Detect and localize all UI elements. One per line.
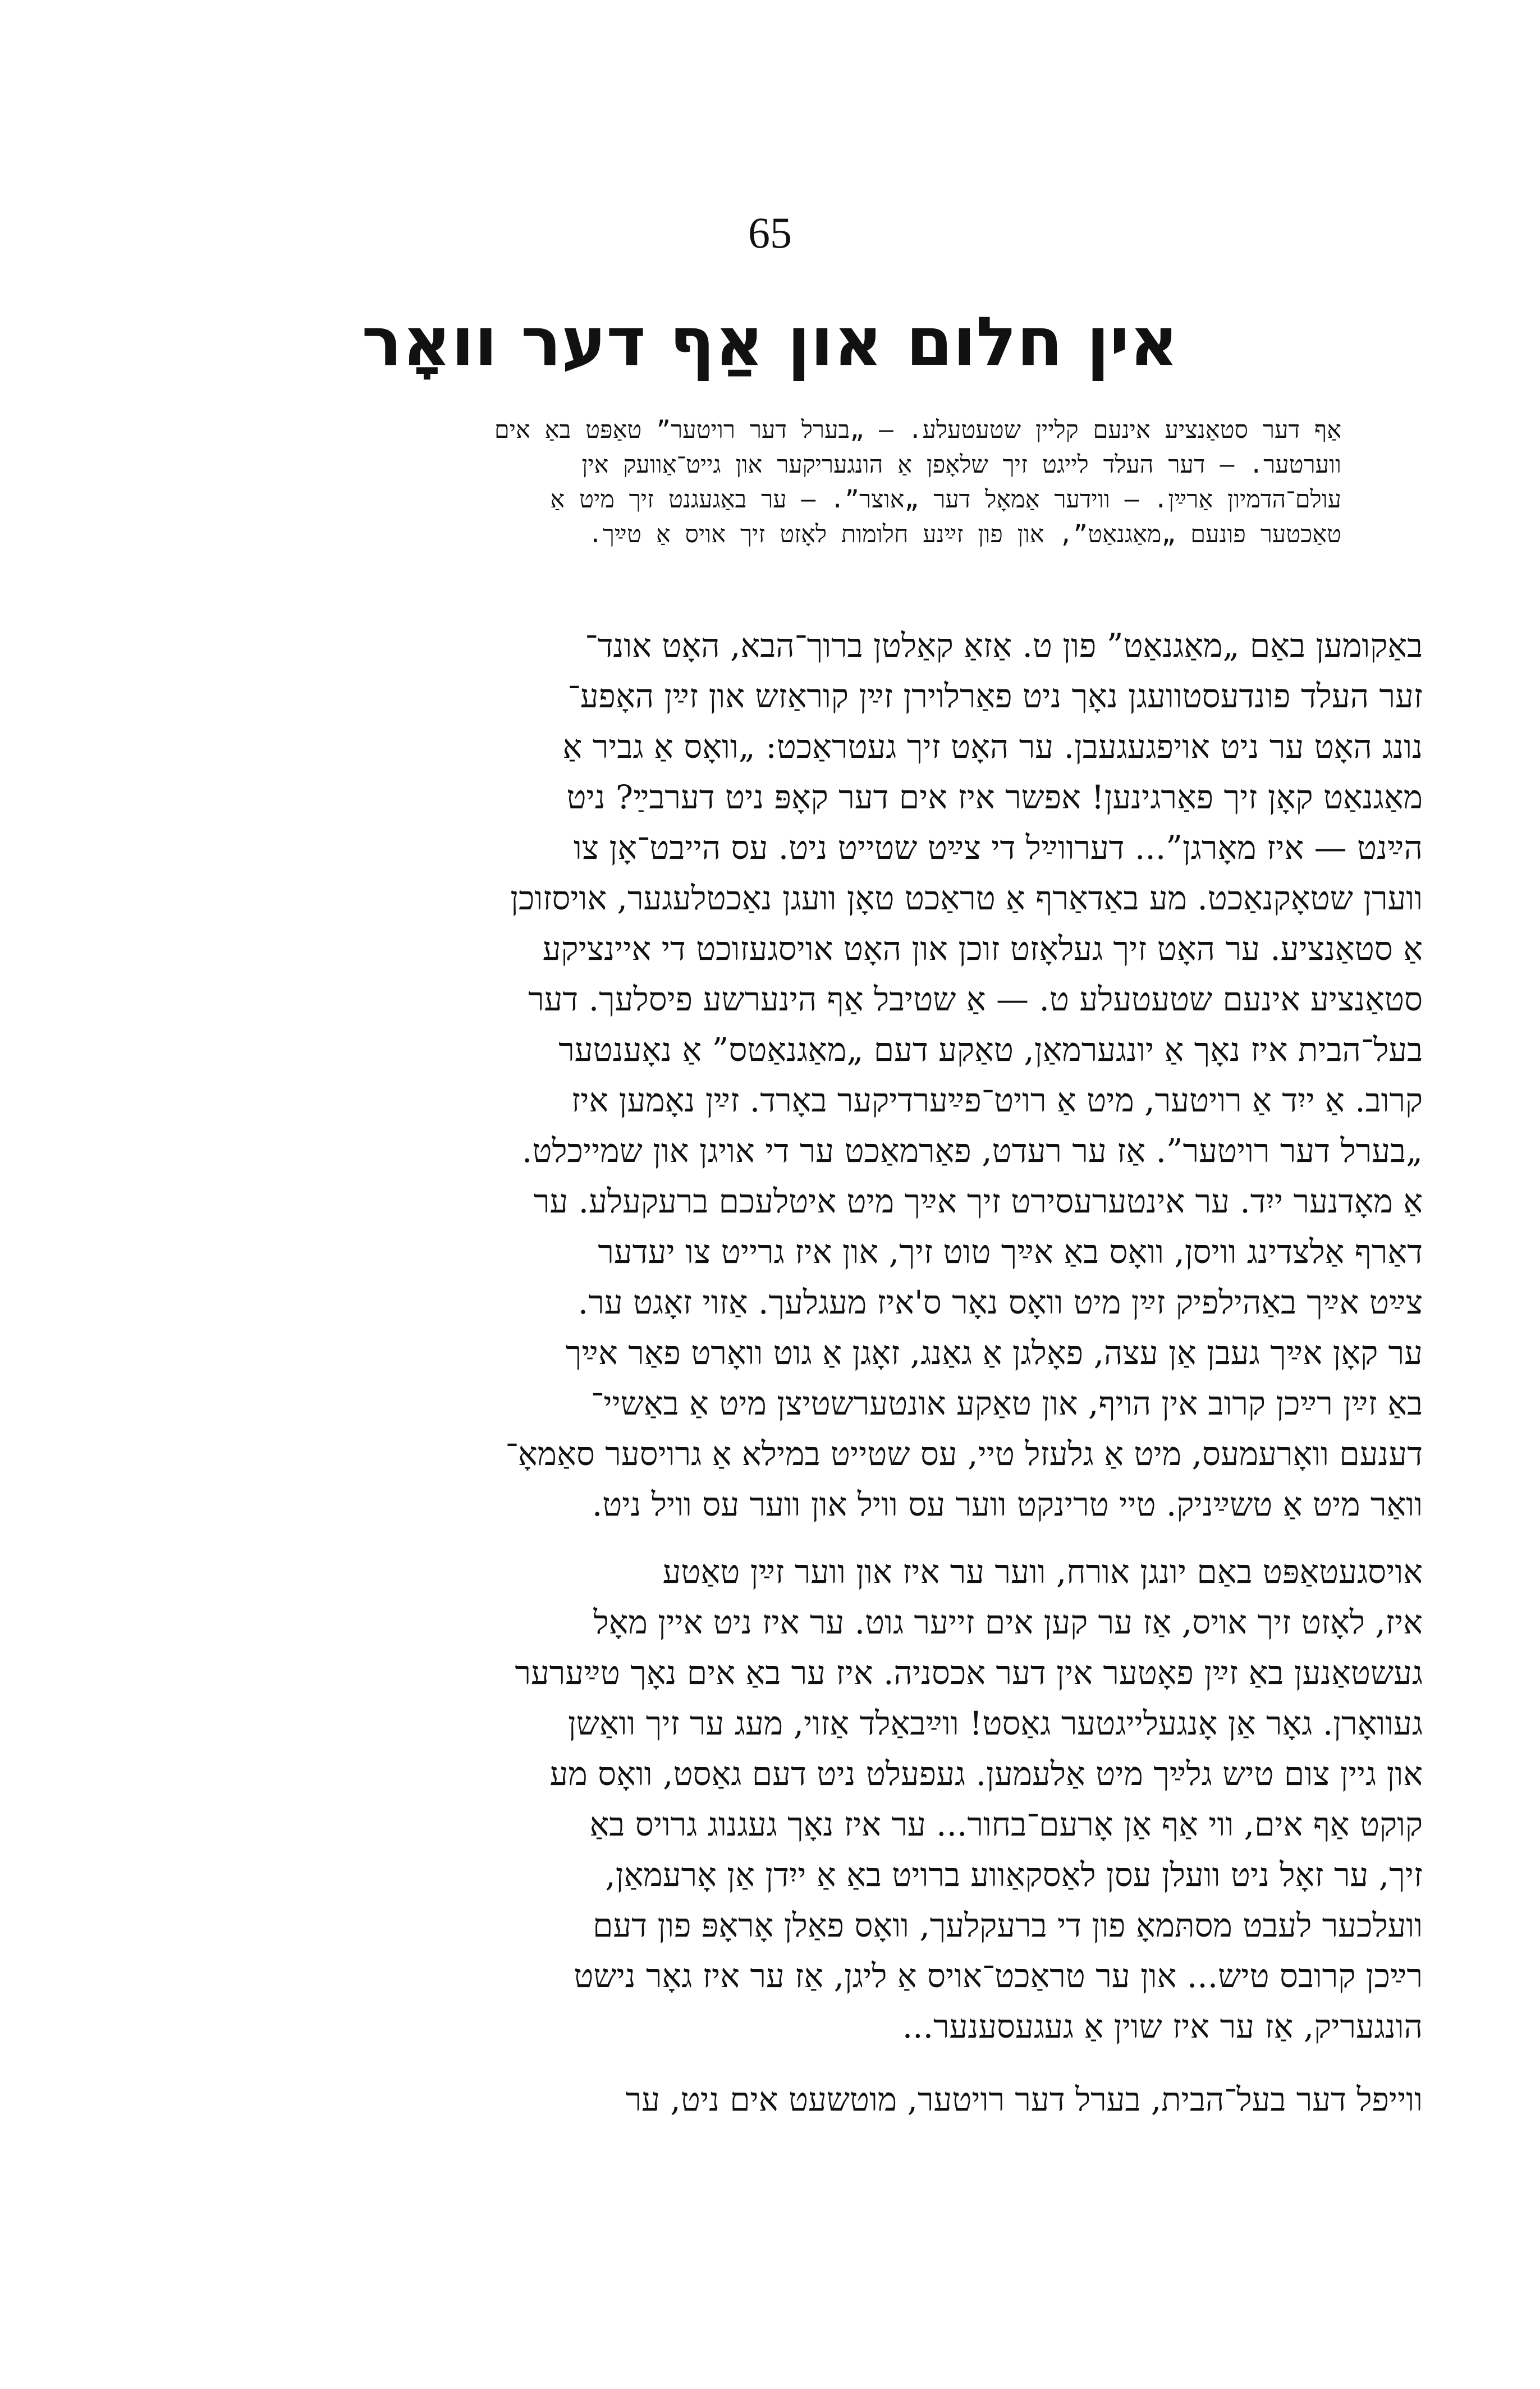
text-line: הײַנט — איז מאָרגן”... דערווײַל די צײַט שטייט ניט. עס הייבט־אָן צו — [573, 829, 1423, 867]
text-line: ער קאָן אײַך געבן אַן עצה, פאָלגן אַ גאַנג, זאָגן אַ גוט וואָרט פאַר אײַך — [565, 1334, 1423, 1372]
text-line: ווערן שטאָקנאַכט. מע באַדאַרף אַ טראַכט טאָן וועגן נאַכטלעגער, אויסזוכן — [510, 879, 1423, 917]
body-text — [121, 620, 1423, 2125]
text-line: רײַכן קרובס טיש... און ער טראַכט־אויס אַ ליגן, אַז ער איז גאָר נישט — [574, 1957, 1423, 1995]
text-line: אויסגעטאַפּט באַם יונגן אורח, ווער ער איז און ווער זײַן טאַטע — [662, 1553, 1423, 1591]
text-line: דאַרף אַלצדינג וויסן, וואָס באַ אײַך טוט זיך, און איז גרייט צו יעדער — [598, 1233, 1423, 1271]
paragraph-3 — [121, 2074, 1423, 2125]
text-line: ווייפל דער בעל־הבית, בערל דער רויטער, מוטשעט אים ניט, ער — [625, 2080, 1423, 2118]
page-number: 65 — [748, 208, 792, 257]
text-line: אַ מאָדנער ייִד. ער אינטערעסירט זיך אײַך מיט איטלעכם ברעקעלע. ער — [533, 1182, 1423, 1220]
text-line: הונגעריק, אַז ער איז שוין אַ געגעסענער... — [902, 2007, 1423, 2045]
text-line: נונג האָט ער ניט אויפגעגעבן. ער האָט זיך געטראַכט: „וואָס אַ גביר אַ — [562, 727, 1423, 766]
text-line: באַקומען באַם „מאַגנאַט” פון ט. אַזאַ קאַלטן ברוך־הבא, האָט אונד־ — [585, 626, 1423, 665]
text-line: געוואָרן. גאָר אַן אָנגעלייגטער גאַסט! ווײַבאַלד אַזוי, מעג ער זיך וואַשן — [567, 1704, 1423, 1742]
text-line: קרוב. אַ ייִד אַ רויטער, מיט אַ רויט־פײַערדיקער באָרד. זײַן נאָמען איז — [571, 1081, 1423, 1119]
text-line: קוקט אַף אים, ווי אַף אַן אָרעם־בחור... ער איז נאָך געגנוג גרויס באַ — [589, 1805, 1423, 1843]
summary-line: אַף דער סטאַנציע אינעם קליין שטעטעלע. — „בערל דער רויטער” טאַפּט באַ אים — [494, 416, 1341, 444]
chapter-title: אין חלום און אַף דער וואָר — [361, 303, 1179, 381]
text-line: דענעם וואָרעמעס, מיט אַ גלעזל טיי, עס שטייט במילא אַ גרויסער סאַמאָ־ — [505, 1435, 1423, 1473]
summary-line: ווערטער. — דער העלד לייגט זיך שלאָפן אַ הונגעריקער און גייט־אַוועק אין — [581, 451, 1341, 479]
text-line: מאַגנאַט קאָן זיך פאַרגינען! אפשר איז אים דער קאָפּ ניט דערבײַ? ניט — [566, 778, 1423, 816]
text-line: צײַט אײַך באַהילפיק זײַן מיט וואָס נאָר ס'איז מעגלעך. אַזוי זאָגט ער. — [578, 1283, 1423, 1321]
text-line: „בערל דער רויטער”. אַז ער רעדט, פאַרמאַכט ער די אויגן און שמייכלט. — [521, 1132, 1423, 1170]
text-line: וואַר מיט אַ טשײַניק. טיי טרינקט ווער עס וויל און ווער עס וויל ניט. — [592, 1485, 1423, 1523]
text-line: סטאַנציע אינעם שטעטעלע ט. — אַ שטיבל אַף הינערשע פיסלעך. דער — [528, 980, 1423, 1018]
paragraph-2 — [121, 1546, 1423, 2052]
text-line: געשטאַנען באַ זײַן פאָטער אין דער אכסניה. איז ער באַ אים נאָך טײַערער — [515, 1654, 1423, 1692]
text-line: איז, לאָזט זיך אויס, אַז ער קען אים זייער גוט. ער איז ניט איין מאָל — [593, 1603, 1423, 1641]
text-line: און גיין צום טיש גלײַך מיט אַלעמען. געפעלט ניט דעם גאַסט, וואָס מע — [549, 1755, 1423, 1793]
summary-line: עולם־הדמיון אַרײַן. — ווידער אַמאָל דער „אוצר”. — ער באַגעגנט זיך מיט אַ — [550, 486, 1341, 514]
chapter-summary — [202, 413, 1341, 552]
paragraph-1 — [121, 620, 1423, 1530]
text-line: בעל־הבית איז נאָך אַ יונגערמאַן, טאַקע דעם „מאַגנאַטס” אַ נאָענטער — [558, 1031, 1423, 1069]
text-line: אַ סטאַנציע. ער האָט זיך געלאָזט זוכן און האָט אויסגעזוכט די איינציקע — [542, 930, 1423, 968]
text-line: באַ זײַן רײַכן קרוב אין הויף, און טאַקע אונטערשטיצן מיט אַ באַשיי־ — [591, 1384, 1423, 1422]
text-line: וועלכער לעבט מסתּמאָ פון די ברעקלעך, וואָס פאַלן אָראָפּ פון דעם — [593, 1906, 1423, 1944]
text-line: זער העלד פונדעסטוועגן נאָך ניט פאַרלוירן זײַן קוראַזש און זײַן האָפע־ — [567, 677, 1423, 715]
text-line: זיך, ער זאָל ניט וועלן עסן לאַסקאַווע ברויט באַ אַ ייִדן אַן אָרעמאַן, — [605, 1856, 1423, 1894]
summary-line: טאַכטער פונעם „מאַגנאַט”, און פון זײַנע חלומות לאָזט זיך אויס אַ טײַך. — [588, 520, 1341, 548]
